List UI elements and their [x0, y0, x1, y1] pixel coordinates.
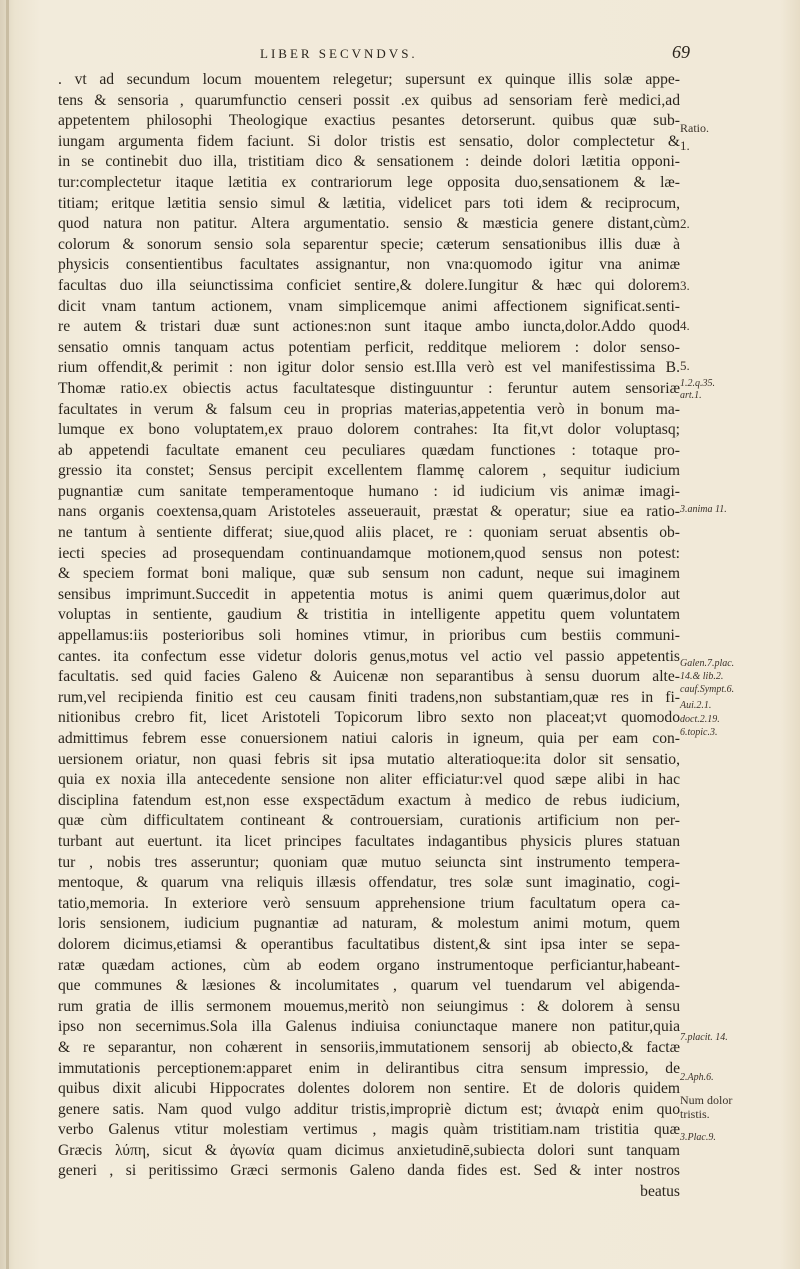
page-header [60, 42, 690, 68]
text-line: tatio,memoria. In exteriore verò sensuum apprehensione trium facultatum opera ca- [58, 894, 680, 912]
text-line: ratæ quædam actiones, cùm ab eodem organo instrumentoque perficiantur,habeant- [58, 956, 680, 974]
text-line: genere satis. Nam quod vulgo additur tristis,impropriè dictum est; ἀνιαρὰ enim quo [58, 1100, 680, 1118]
margin-note: 1.2.q.35. [680, 378, 715, 389]
text-line: iungam argumenta fidem faciunt. Si dolor tristis est sensatio, dolor complectetur & [58, 132, 680, 150]
text-line: dicit vnam tantum actionem, vnam simplicemque animi affectionem significat.senti- [58, 297, 680, 315]
text-line: sensibus imprimunt.Succedit in appetentia motus is animi quem quærimus,dolor aut [58, 585, 680, 603]
text-line: quod natura non patitur. Altera argumentatio. sensio & mæsticia genere distant,cùm [58, 215, 680, 233]
margin-note: Galen.7.plac. [680, 658, 735, 669]
text-line: uersionem oriatur, non quasi febris sit ipsa mutatio alteratioque:ita dolor sit sensatio, [58, 750, 680, 768]
margin-note: 2.Aph.6. [680, 1072, 714, 1083]
catchword: beatus [640, 1183, 680, 1201]
margin-note: cauf.Sympt.6. [680, 684, 735, 695]
margin-note: tristis. [680, 1107, 710, 1121]
text-line: . vt ad secundum locum mouentem relegetur; supersunt ex quinque illis solæ appe- [58, 71, 680, 88]
margin-note: 2. [680, 216, 690, 231]
margin-note: 5. [680, 358, 690, 373]
text-line: rum,vel recipienda finitio est ceu causam finiti tradens,non substantiam,quæ res in fi- [58, 688, 680, 706]
text-line: appellamus:iis posterioribus soli homines vtimur, in prioribus cum bestiis communi- [58, 627, 680, 645]
running-head: LIBER SECVNDVS. [260, 46, 418, 61]
text-line: tur:complectetur itaque lætitia ex contrariorum lege opposita duo,sensationem & læ- [58, 173, 680, 191]
text-line: generi , si peritissimo Græci sermonis Galeno danda fides est. Sed & inter nostros [58, 1162, 680, 1180]
text-line: facultas duo illa seiunctissima conficiet sentire,& dolere.Iungitur & hæc qui dolorem [58, 276, 680, 294]
text-line: & re separantur, non cohærent in sensoriis,immutationem sensorij ab obiecto,& factæ [58, 1038, 680, 1056]
text-line: quæ cùm difficultatem contineant & controuersiam, curationis artificium non per- [58, 812, 680, 830]
text-line: lumque ex bono voluptatem,ex prauo dolorem contrahes: Ita fit,vt dolor voluptasq; [58, 421, 680, 439]
text-line: facultates in verum & falsum ceu in proprias materias,appetentia verò in bonum ma- [58, 400, 680, 418]
text-line: loris sensionem, iudicium pugnantiæ ad naturam, & molestum animi motum, quem [58, 915, 680, 933]
text-line: ab appetendi facultate emanent ceu peculiares quædam functiones : totaque pro- [58, 441, 680, 459]
margin-note: art.1. [680, 390, 702, 401]
margin-note: 6.topic.3. [680, 727, 718, 738]
text-line: verbo Galenus vtitur molestiam vertimus , magis quàm tristitiam.nam tristitia quæ [58, 1121, 680, 1139]
text-line: disciplina fatendum est,non esse exspectādum exactum à medico de rebus iudicium, [58, 791, 680, 809]
text-line: dolorem dicimus,etiamsi & operantibus facultatibus distent,& sint ipsa inter se sepa- [58, 935, 680, 953]
margin-note: 3.anima 11. [680, 504, 727, 515]
text-line: que communes & læsiones & incolumitates , quarum vel tuendarum vel abigenda- [58, 977, 680, 995]
margin-note: 3.Plac.9. [680, 1132, 716, 1143]
binding-edge [6, 0, 9, 1269]
text-line: Thomæ ratio.ex obiectis actus facultatesque distinguuntur : feruntur autem sensoriæ [58, 379, 680, 397]
margin-note: 7.placit. 14. [680, 1032, 728, 1043]
text-line: iecti species ad prosequendam continuandamque motionem,quod sensus non potest: [58, 544, 680, 562]
margin-note: 3. [680, 278, 690, 293]
text-line: colorum & sonorum sensio sola separentur specie; cæterum sensationibus illis duæ à [58, 235, 680, 253]
text-line: Græcis λύπη, sicut & ἀγωνία quam dicimus anxietudinē,subiecta dolori sunt tanquam [58, 1141, 680, 1159]
text-line: turbant aut euertunt. ita licet principes facultates indagantibus physicis plures statuan [58, 832, 680, 850]
text-line: mentoque, & quarum vna reliquis illæsis offendatur, tres solæ sunt imaginatio, cogi- [58, 874, 680, 892]
text-line: nans organis coextensa,quam Aristoteles asseuerauit, præstat & operatur; siue ea ratio- [58, 503, 680, 521]
text-line: gressio ita constet; Sensus percipit excellentem flammę calorem , sequitur iudicium [58, 462, 680, 480]
text-line: physicis consentientibus facultates assignantur, non vna:quomodo igitur vna animæ [58, 256, 680, 274]
text-line: rium offendit,& perimit : non igitur dolor sensio est.Illa verò est vel manifestissima B. [58, 359, 680, 377]
text-line: in se continebit duo illa, tristitiam dico & sensationem : deinde dolori lætitia opponi- [58, 153, 680, 171]
text-line: ipso non secernimus.Sola illa Galenus indiuisa coniunctaque manere non patitur,quia [58, 1018, 680, 1036]
margin-note: Ratio. [680, 121, 709, 135]
margin-note: 14.& lib.2. [680, 671, 724, 682]
text-line: titiam; eritque lætitia sensio simul & lætitia, videlicet pars toti idem & reciprocum, [58, 194, 680, 212]
text-line: nitionibus crebro fit, licet Aristoteli Topicorum libro sexto non placeat;vt quomodo [58, 709, 680, 727]
text-line: admittimus febrem esse conuersionem natiui caloris in igneum, quia per eam con- [58, 730, 680, 747]
text-line: facultatis. sed quid facies Galeno & Auicenæ non separantibus à sensu duorum alte- [58, 668, 680, 686]
text-line: re autem & tristari duæ sunt actiones:non sunt itaque ambo iuncta,dolor.Addo quod [58, 318, 680, 336]
text-line: appetentem philosophi Theologique exactius pesantes detorserunt. quibus quæ sub- [58, 112, 680, 130]
text-line: immutationis perceptionem:apparet enim in delirantibus citra sensum impressio, de [58, 1059, 680, 1077]
main-text-block [58, 70, 680, 1203]
margin-note: Num dolor [680, 1093, 733, 1107]
margin-note: 4. [680, 318, 690, 333]
text-line: ne tantum à sentiente differat; siue,quod aliis placet, re : quoniam seruat absentis ob- [58, 524, 680, 542]
text-line: tens & sensoria , quarumfunctio censeri possit .ex quibus ad sensoriam ferè medici,ad [58, 91, 680, 109]
text-line: quia ex noxia illa antecedente sensione non aliter efficiatur:vel quod sæpe alibi in hac [58, 771, 680, 789]
margin-notes [680, 70, 795, 1230]
text-line: tur , nobis tres asseruntur; quoniam quæ mutuo seiuncta sint instrumento tempera- [58, 853, 680, 871]
text-line: cantes. ita confectum esse videtur doloris genus,motus vel actio vel passio appetentis [58, 647, 680, 665]
text-line: quibus dixit alicubi Hippocrates dolentes dolorem non sentire. Et de doloris quidem [58, 1080, 680, 1098]
text-line: pugnantiæ cum sanitate temperamentoque humano : id iudicium vis animæ imagi- [58, 482, 680, 500]
text-line: & speciem format boni malique, quæ sub sensum non cadunt, neque sui imaginem [58, 565, 680, 583]
margin-note: 1. [680, 138, 690, 153]
text-line: rum gratia de illis sermonem mouemus,meritò non seiungimus : & dolorem à sensu [58, 997, 680, 1015]
text-line: sensatio omnis tanquam actus potentiam perficit, redditque meliorem : dolor senso- [58, 338, 680, 356]
margin-note: Aui.2.1. [680, 700, 712, 711]
margin-note: doct.2.19. [680, 714, 720, 725]
page-number: 69 [672, 42, 690, 62]
text-line: voluptas in sentiente, gaudium & tristitia in intelligente appetitu quem voluntatem [58, 606, 680, 624]
